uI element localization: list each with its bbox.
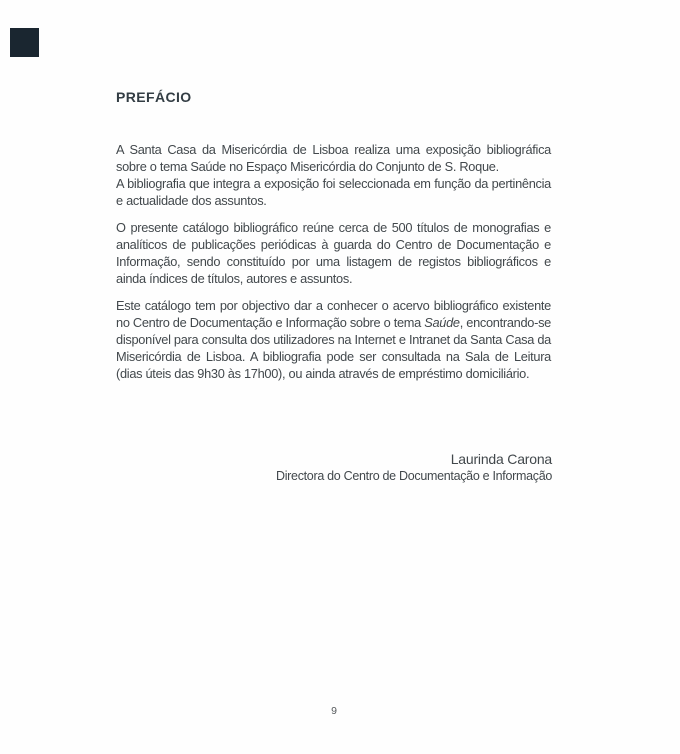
page-title: PREFÁCIO xyxy=(116,89,192,105)
signature-title: Directora do Centro de Documentação e Informação xyxy=(275,469,552,483)
paragraph-1-sentence-2: A bibliografia que integra a exposição foi seleccionada em função da pertinência e actualidade dos assuntos. xyxy=(116,176,551,208)
corner-square-decoration xyxy=(10,28,39,57)
signature-block xyxy=(116,451,552,485)
page-number: 9 xyxy=(331,705,337,717)
paragraph-3-italic-term: Saúde xyxy=(424,315,460,330)
paragraph-3-text-after: , encontrando-se disponível para consulta dos utilizadores na Internet e Intranet da Santa Casa da Misericórdia de Lisboa. A bibliografia pode ser consultada na Sala de Leitura (dias úteis das 9h30 às 17h00), ou ainda através de empréstimo domiciliário. xyxy=(116,315,551,381)
paragraph-1-sentence-1: A Santa Casa da Misericórdia de Lisboa realiza uma exposição bibliográfica sobre o tema Saúde no Espaço Misericórdia do Conjunto de S. Roque. xyxy=(116,142,551,174)
paragraph-2: O presente catálogo bibliográfico reúne cerca de 500 títulos de monografias e analíticos de publicações periódicas à guarda do Centro de Documentação e Informação, sendo constituído por uma listagem de registos bibliográficos e ainda índices de títulos, autores e assuntos. xyxy=(116,220,551,286)
paragraph-3 xyxy=(116,297,551,382)
preface-body xyxy=(116,141,551,392)
signature-name: Laurinda Carona xyxy=(450,451,552,467)
paragraph-3-text-before: Este catálogo tem por objectivo dar a conhecer o acervo bibliográfico existente no Centro de Documentação e Informação sobre o tema xyxy=(116,298,551,330)
